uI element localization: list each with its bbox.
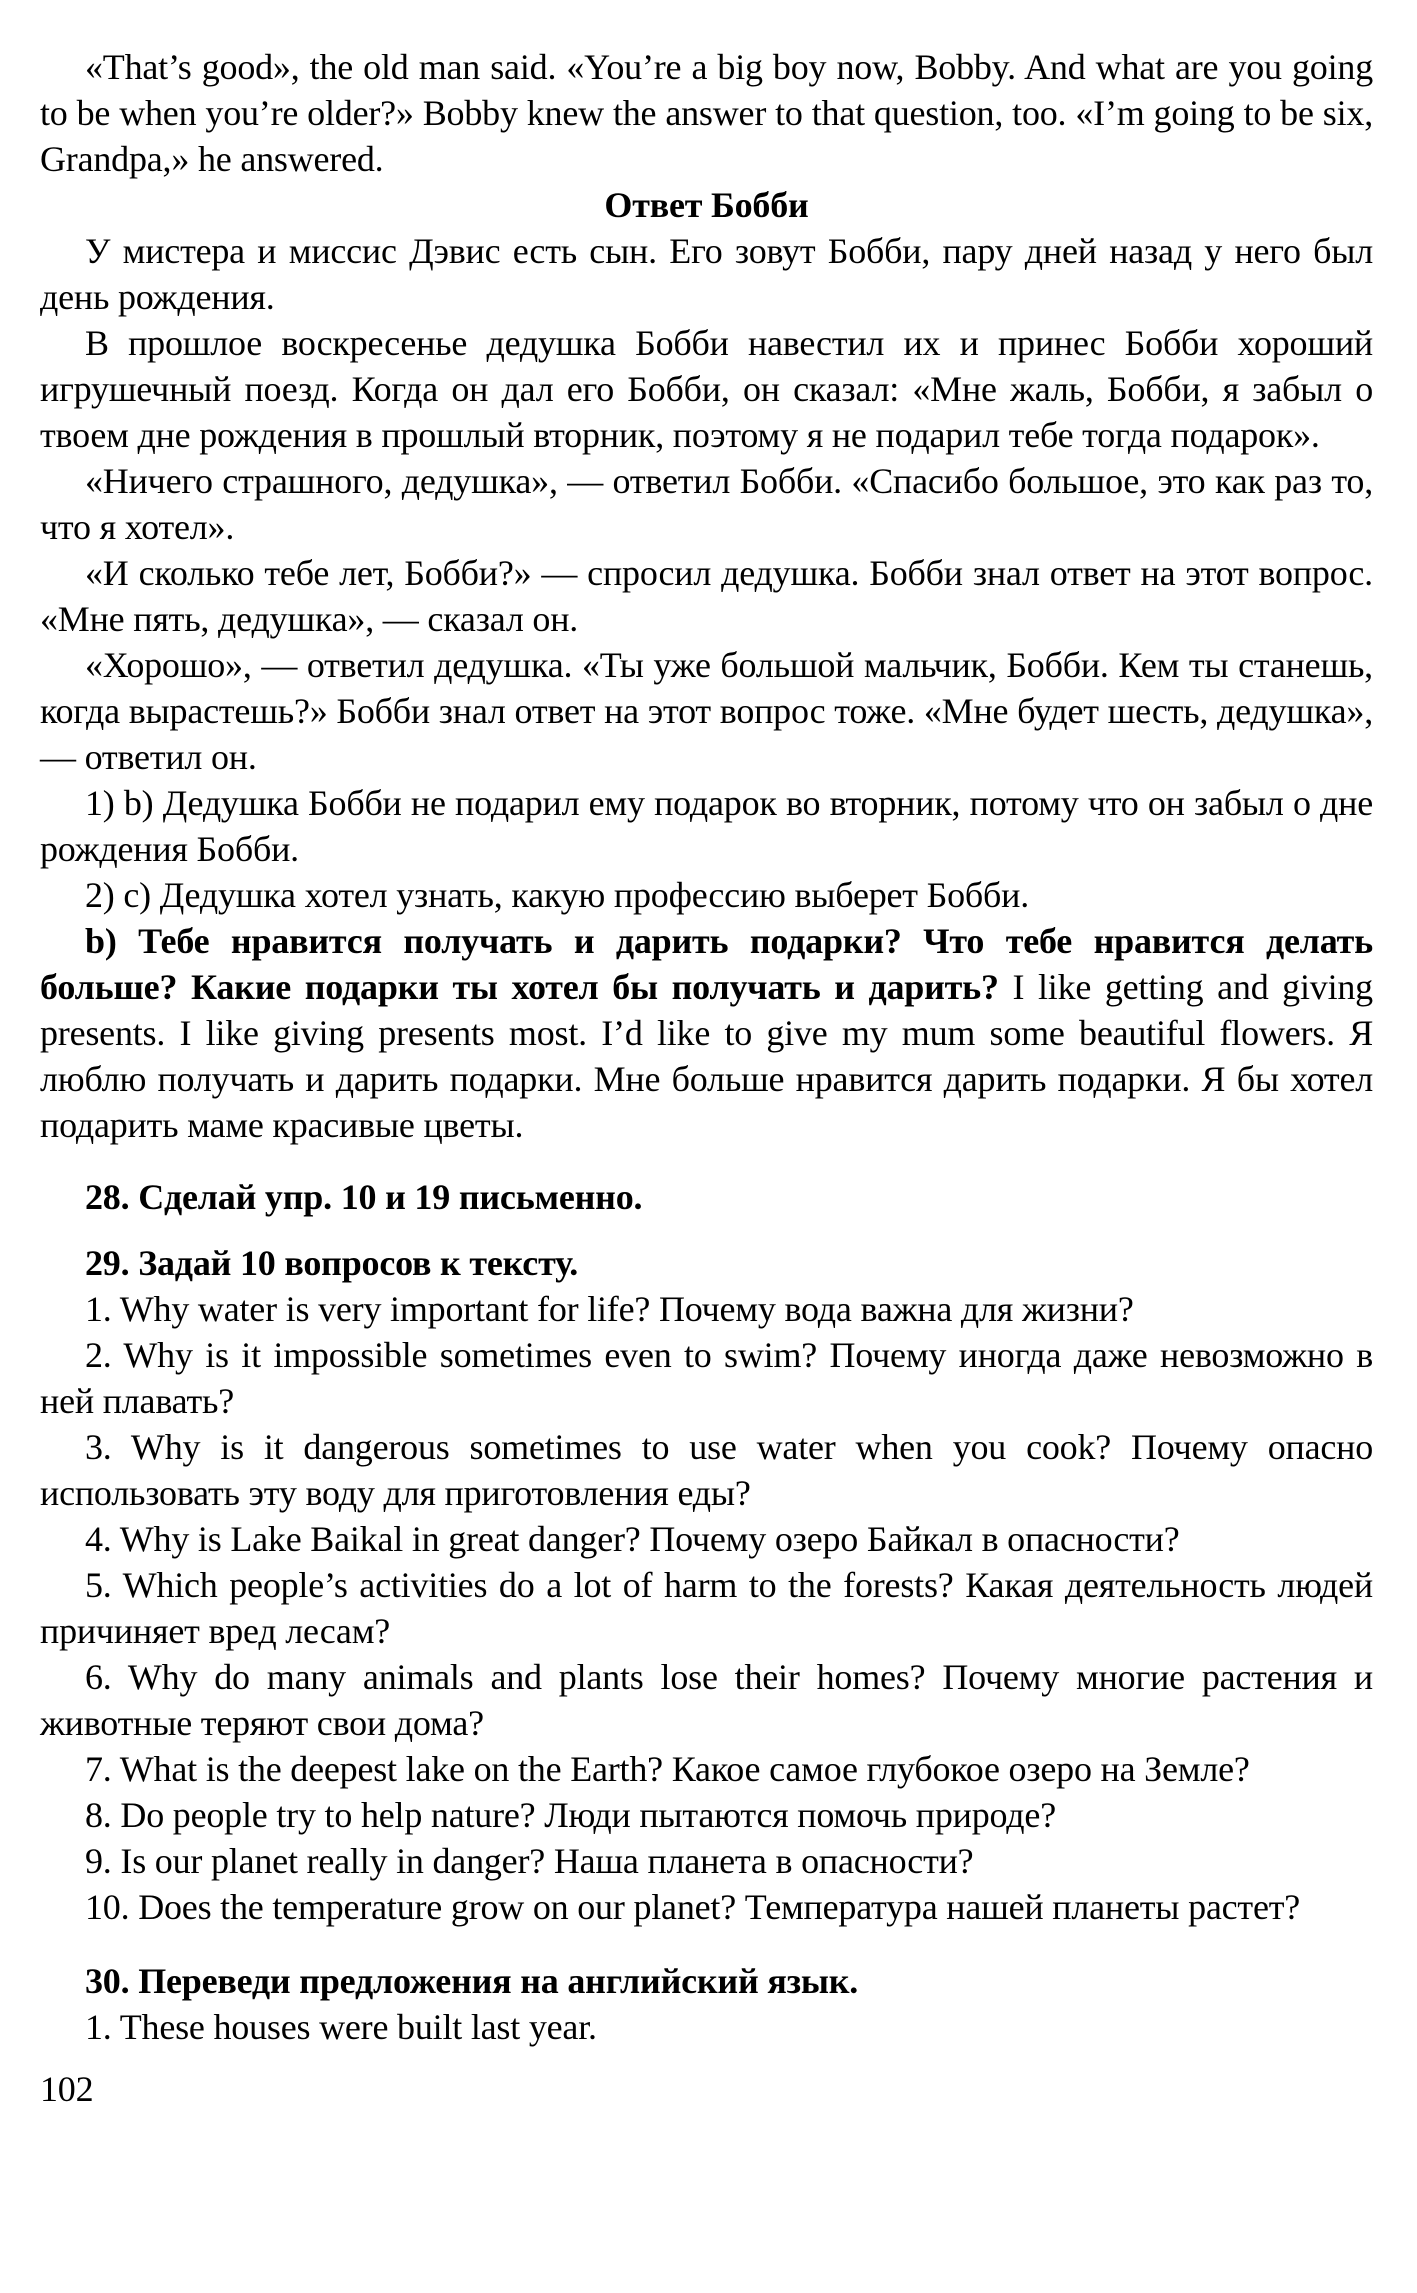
task-b-question-bold: b) Тебе нравится получать и дарить подарки? Что тебе нравится делать больше? Какие подарки ты хотел бы получать и дарить? xyxy=(40,921,1373,1007)
question-item-1: 1. Why water is very important for life? Почему вода важна для жизни? xyxy=(85,1289,1134,1329)
answer-paragraph-6: 1) b) Дедушка Бобби не подарил ему подарок во вторник, потому что он забыл о дне рождения Бобби. xyxy=(40,783,1373,869)
question-item-5: 5. Which people’s activities do a lot of harm to the forests? Какая деятельность людей причиняет вред лесам? xyxy=(40,1565,1373,1651)
question-item-2: 2. Why is it impossible sometimes even to swim? Почему иногда даже невозможно в ней плавать? xyxy=(40,1335,1373,1421)
answer-title: Ответ Бобби xyxy=(604,185,809,225)
answer-paragraph-3: «Ничего страшного, дедушка», — ответил Бобби. «Спасибо большое, это как раз то, что я хотел». xyxy=(40,461,1373,547)
question-item-4: 4. Why is Lake Baikal in great danger? Почему озеро Байкал в опасности? xyxy=(85,1519,1180,1559)
page-number: 102 xyxy=(40,2069,94,2109)
exercise-30-heading: 30. Переведи предложения на английский язык. xyxy=(85,1961,859,2001)
answer-paragraph-4: «И сколько тебе лет, Бобби?» — спросил дедушка. Бобби знал ответ на этот вопрос. «Мне пять, дедушка», — сказал он. xyxy=(40,553,1373,639)
answer-paragraph-5: «Хорошо», — ответил дедушка. «Ты уже большой мальчик, Бобби. Кем ты станешь, когда вырастешь?» Бобби знал ответ на этот вопрос тоже. «Мне будет шесть, дедушка», — ответил он. xyxy=(40,645,1373,777)
translation-item-1: 1. These houses were built last year. xyxy=(85,2007,597,2047)
story-paragraph-english: «That’s good», the old man said. «You’re a big boy now, Bobby. And what are you going to be when you’re older?» Bobby knew the answer to that question, too. «I’m going to be six, Grandpa,» he answered. xyxy=(40,47,1373,179)
task-b-paragraph xyxy=(40,918,1373,1148)
answer-paragraph-2: В прошлое воскресенье дедушка Бобби навестил их и принес Бобби хороший игрушечный поезд. Когда он дал его Бобби, он сказал: «Мне жаль, Бобби, я забыл о твоем дне рождения в прошлый вторник, поэтому я не подарил тебе тогда подарок». xyxy=(40,323,1373,455)
question-item-10: 10. Does the temperature grow on our planet? Температура нашей планеты растет? xyxy=(85,1887,1301,1927)
exercise-28-heading: 28. Сделай упр. 10 и 19 письменно. xyxy=(85,1177,643,1217)
question-item-9: 9. Is our planet really in danger? Наша планета в опасности? xyxy=(85,1841,974,1881)
question-item-6: 6. Why do many animals and plants lose their homes? Почему многие растения и животные теряют свои дома? xyxy=(40,1657,1373,1743)
question-item-8: 8. Do people try to help nature? Люди пытаются помочь природе? xyxy=(85,1795,1056,1835)
task-b-answer-text: I like getting and giving presents. I like giving presents most. I’d like to give my mum some beautiful flowers. Я люблю получать и дарить подарки. Мне больше нравится дарить подарки. Я бы хотел подарить маме красивые цветы. xyxy=(40,967,1373,1145)
exercise-29-heading: 29. Задай 10 вопросов к тексту. xyxy=(85,1243,579,1283)
answer-paragraph-7: 2) c) Дедушка хотел узнать, какую профессию выберет Бобби. xyxy=(85,875,1029,915)
question-item-7: 7. What is the deepest lake on the Earth? Какое самое глубокое озеро на Земле? xyxy=(85,1749,1250,1789)
question-item-3: 3. Why is it dangerous sometimes to use water when you cook? Почему опасно использовать эту воду для приготовления еды? xyxy=(40,1427,1373,1513)
answer-paragraph-1: У мистера и миссис Дэвис есть сын. Его зовут Бобби, пару дней назад у него был день рождения. xyxy=(40,231,1373,317)
